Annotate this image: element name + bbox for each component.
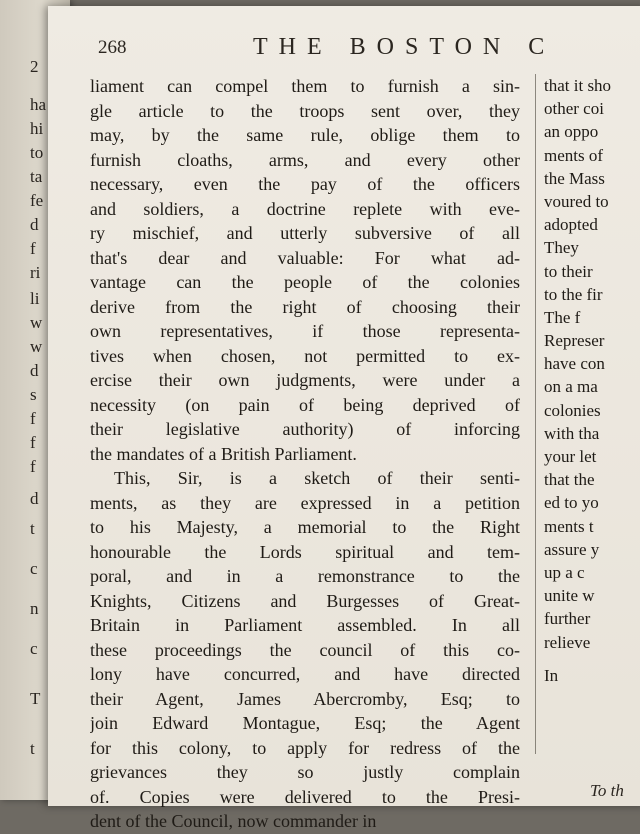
left-page-fragment: t	[30, 519, 35, 538]
text-line: poral, and in a remonstrance to the	[90, 566, 520, 586]
text-line: honourable the Lords spiritual and tem-	[90, 541, 520, 562]
text-line: gle article to the troops sent over, they	[90, 100, 520, 121]
text-line: furnish cloaths, arms, and every other	[90, 149, 520, 170]
text-line: these proceedings the council of this co-	[90, 639, 520, 660]
text-line: ments of	[544, 145, 604, 165]
text-line: relieve	[544, 632, 591, 652]
left-page-fragment: f	[30, 457, 36, 476]
page-number: 268	[98, 37, 127, 58]
text-line: and soldiers, a doctrine replete with eve-	[90, 198, 520, 219]
text-line: the Mass	[544, 168, 605, 188]
text-line: of. Copies were delivered to the Presi-	[90, 786, 520, 807]
left-page-fragment: d	[30, 361, 39, 380]
page-header	[48, 34, 640, 74]
text-line: have con	[544, 354, 605, 374]
left-page-fragment: li	[30, 289, 40, 308]
bottom-right-text: To th	[590, 781, 624, 800]
text-line: an oppo	[544, 122, 599, 142]
text-line: that's dear and valuable: For what ad-	[90, 247, 520, 268]
text-line: ments, as they are expressed in a petition	[90, 492, 520, 513]
left-page-fragment: s	[30, 385, 37, 404]
text-line: necessity (on pain of being deprived of	[90, 394, 520, 415]
text-line: ercise their own judgments, were under a	[90, 370, 520, 390]
text-line: ry mischief, and utterly subversive of all	[90, 223, 520, 243]
text-line: to the fir	[544, 284, 603, 304]
text-line: the mandates of a British Parliament.	[90, 443, 357, 464]
text-line: on a ma	[544, 377, 598, 397]
left-page-fragment: ha	[30, 95, 47, 114]
text-line: Knights, Citizens and Burgesses of Great-	[90, 590, 520, 611]
text-line: that the	[544, 470, 595, 490]
left-page-fragment: c	[30, 559, 38, 578]
text-line: Britain in Parliament assembled. In all	[90, 615, 520, 635]
text-line: with tha	[544, 423, 600, 443]
text-line: their legislative authority) of inforcing	[90, 419, 520, 439]
text-line: liament can compel them to furnish a sin-	[90, 76, 520, 96]
text-line: tives when chosen, not permitted to ex-	[90, 345, 520, 366]
left-page-fragment: fe	[30, 191, 44, 210]
text-line: may, by the same rule, oblige them to	[90, 125, 520, 145]
text-line: grievances they so justly complain	[90, 762, 520, 782]
text-line: other coi	[544, 99, 604, 119]
text-line: ments t	[544, 516, 594, 536]
left-page-fragment: t	[30, 739, 35, 758]
text-line: vantage can the people of the colonies	[90, 272, 520, 292]
text-line: adopted	[544, 215, 598, 235]
column-divider	[535, 74, 536, 754]
text-line: The f	[544, 307, 581, 327]
text-line: for this colony, to apply for redress of the	[90, 737, 520, 758]
text-line: They	[544, 238, 579, 258]
left-page-fragment: ri	[30, 263, 41, 282]
text-line: to his Majesty, a memorial to the Right	[90, 517, 520, 537]
text-line: own representatives, if those representa-	[90, 321, 520, 341]
text-line: that it sho	[544, 76, 612, 95]
masthead-title: THE BOSTON C	[253, 34, 556, 60]
left-page-fragment: f	[30, 433, 36, 452]
left-page-fragment: c	[30, 639, 38, 658]
text-line: up a c	[544, 562, 585, 582]
left-page-fragment: w	[30, 337, 43, 356]
text-line: join Edward Montague, Esq; the Agent	[90, 713, 520, 733]
main-text-column	[90, 74, 520, 834]
left-page-fragment: f	[30, 239, 36, 258]
text-line: assure y	[544, 539, 600, 559]
text-line: to their	[544, 261, 593, 281]
text-line: voured to	[544, 191, 609, 211]
left-page-fragment: to	[30, 143, 44, 162]
text-line: derive from the right of choosing their	[90, 296, 520, 317]
left-page-fragment: w	[30, 313, 43, 332]
left-page-fragment: 2	[30, 57, 39, 76]
left-page-fragment: f	[30, 409, 36, 428]
text-line: ed to yo	[544, 493, 599, 513]
text-line: colonies	[544, 400, 601, 420]
newspaper-page	[48, 6, 640, 831]
text-line: lony have concurred, and have directed	[90, 664, 520, 684]
right-text-column	[544, 74, 640, 687]
left-page-fragment: T	[30, 689, 41, 708]
text-line: This, Sir, is a sketch of their senti-	[114, 468, 520, 488]
left-page-fragment: hi	[30, 119, 44, 138]
text-line: further	[544, 609, 591, 629]
text-line: dent of the Council, now commander in	[90, 811, 377, 831]
left-page-fragment: ta	[30, 167, 43, 186]
left-page-fragment: d	[30, 215, 39, 234]
text-line: In	[544, 665, 559, 685]
text-line: their Agent, James Abercromby, Esq; to	[90, 688, 520, 709]
left-page-fragment: d	[30, 489, 39, 508]
text-line: unite w	[544, 586, 595, 606]
text-line: Represer	[544, 331, 605, 351]
text-line: necessary, even the pay of the officers	[90, 174, 520, 194]
text-line: your let	[544, 447, 597, 466]
left-page-fragment: n	[30, 599, 39, 618]
